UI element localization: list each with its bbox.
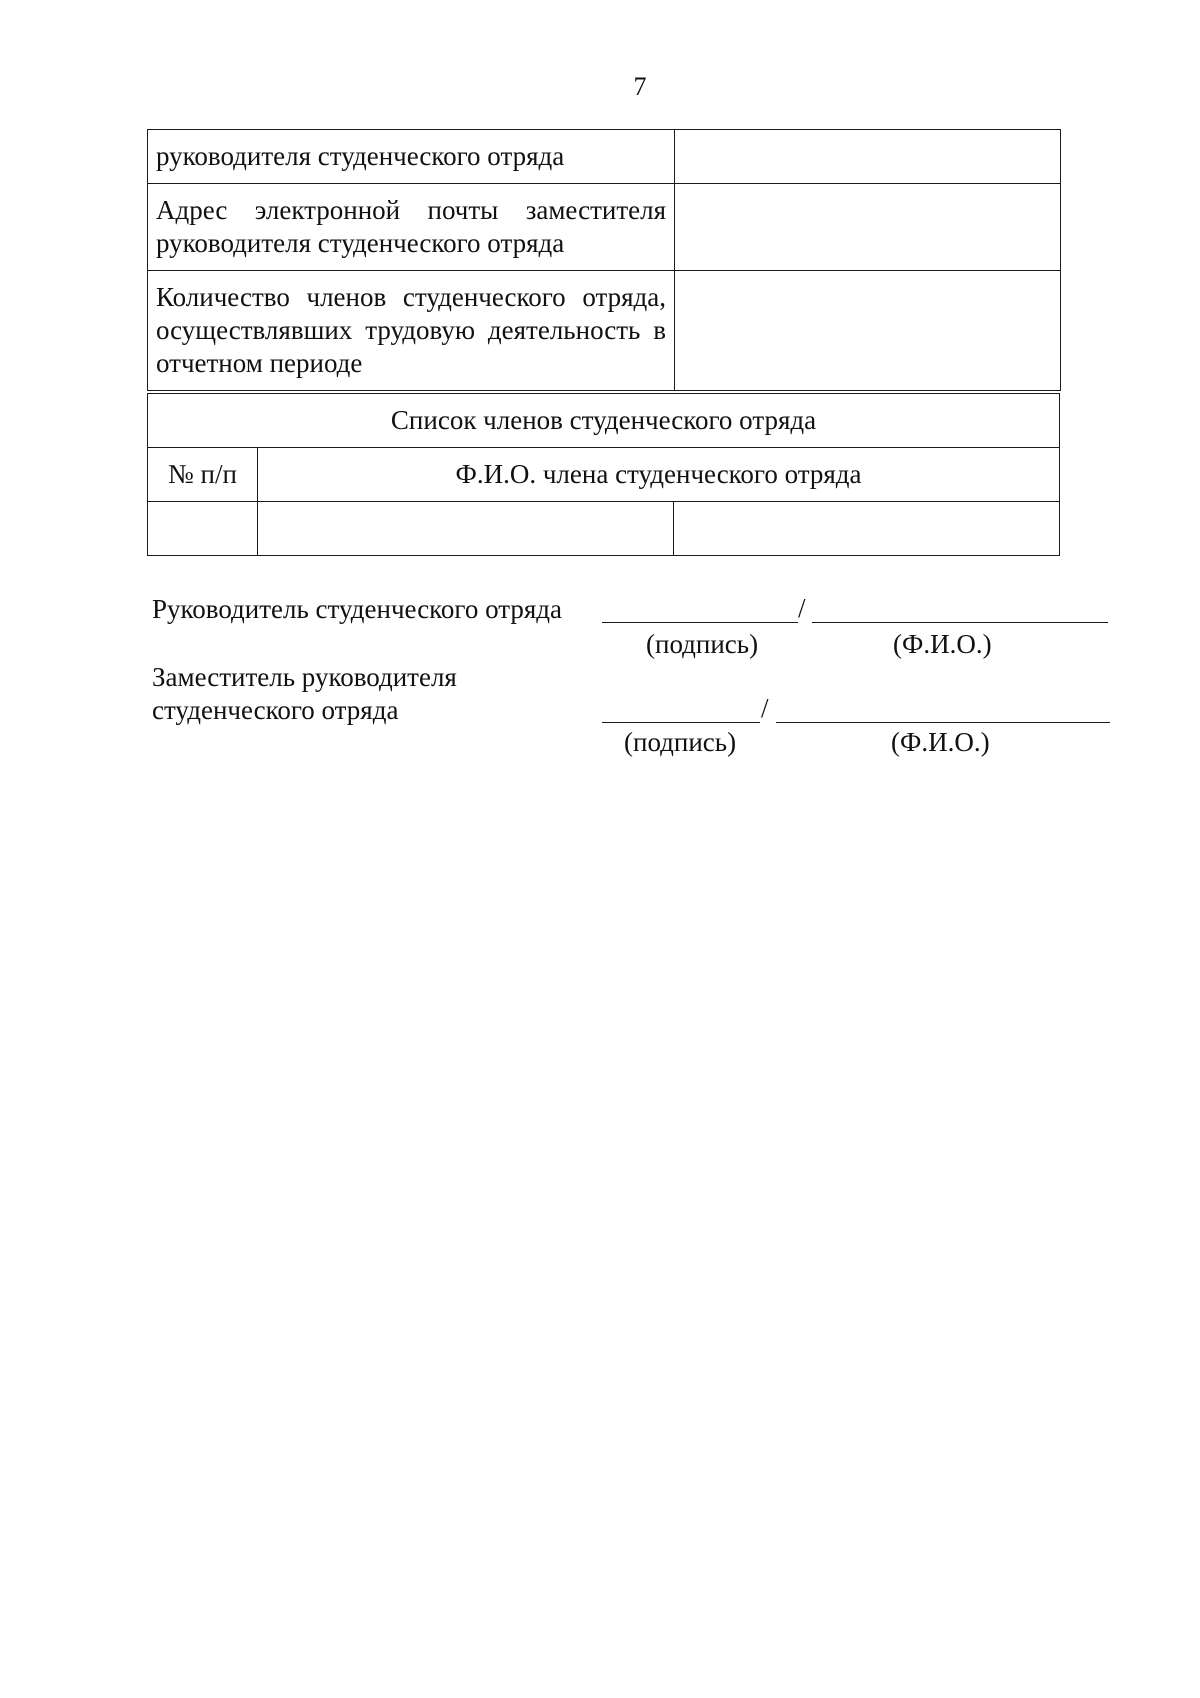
leader-name-caption: (Ф.И.О.) <box>893 629 992 659</box>
leader-separator: / <box>798 593 806 623</box>
row-value-cell[interactable] <box>675 271 1061 391</box>
deputy-signature-caption: (подпись) <box>624 727 737 757</box>
member-number-cell[interactable] <box>148 502 258 556</box>
table-row <box>148 184 1061 271</box>
leader-signature-label: Руководитель студенческого отряда <box>152 594 562 624</box>
table-row <box>148 502 1060 556</box>
row-value-cell[interactable] <box>675 130 1061 184</box>
row-label: руководителя студенческого отряда <box>148 130 675 184</box>
leader-signature-caption: (подпись) <box>646 629 759 659</box>
deputy-signature-line[interactable] <box>602 722 760 723</box>
page-number: 7 <box>633 72 647 101</box>
header-number: № п/п <box>148 448 258 502</box>
deputy-name-line[interactable] <box>776 722 1110 723</box>
member-name-cell[interactable] <box>258 502 674 556</box>
row-label: Количество членов студенческого отряда, осуществлявших трудовую деятельность в отчетном периоде <box>148 271 675 391</box>
member-extra-cell[interactable] <box>674 502 1060 556</box>
deputy-name-caption: (Ф.И.О.) <box>891 727 990 757</box>
header-full-name: Ф.И.О. члена студенческого отряда <box>258 448 1060 502</box>
members-table-header-row <box>148 448 1060 502</box>
deputy-signature-label-line1: Заместитель руководителя <box>152 662 457 692</box>
leader-name-line[interactable] <box>812 622 1108 623</box>
row-value-cell[interactable] <box>675 184 1061 271</box>
deputy-separator: / <box>761 693 769 723</box>
deputy-signature-label-line2: студенческого отряда <box>152 695 399 725</box>
table-row <box>148 130 1061 184</box>
table-row <box>148 271 1061 391</box>
leader-signature-line[interactable] <box>602 622 798 623</box>
members-table <box>147 393 1060 556</box>
members-table-title-row <box>148 394 1060 448</box>
row-label: Адрес электронной почты заместителя руководителя студенческого отряда <box>148 184 675 271</box>
members-table-title: Список членов студенческого отряда <box>148 394 1060 448</box>
info-table <box>147 129 1061 391</box>
